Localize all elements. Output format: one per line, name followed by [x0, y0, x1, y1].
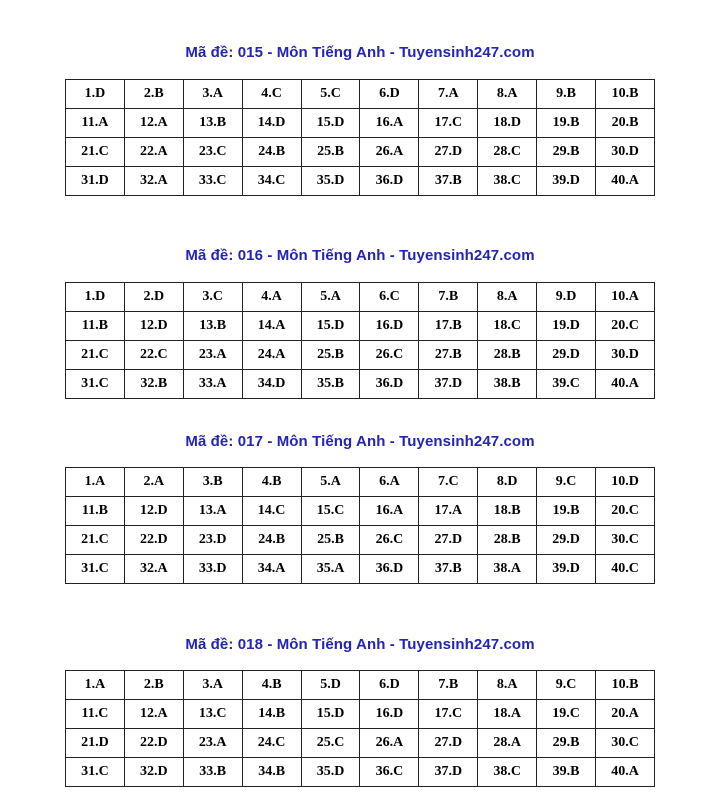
answer-cell: 30.C: [596, 526, 655, 555]
answer-cell: 19.B: [537, 109, 596, 138]
answer-row: [66, 526, 655, 555]
answer-row: [66, 497, 655, 526]
answer-row: [66, 758, 655, 787]
answer-cell: 1.A: [66, 468, 125, 497]
answer-cell: 32.D: [124, 758, 183, 787]
answer-cell: 2.B: [124, 671, 183, 700]
answer-cell: 1.D: [66, 80, 125, 109]
answer-cell: 38.A: [478, 555, 537, 584]
answer-cell: 9.C: [537, 671, 596, 700]
answer-row: [66, 729, 655, 758]
answer-cell: 37.B: [419, 555, 478, 584]
answer-cell: 33.B: [183, 758, 242, 787]
answer-cell: 25.B: [301, 341, 360, 370]
answer-cell: 18.B: [478, 497, 537, 526]
answer-row: [66, 80, 655, 109]
answer-cell: 17.C: [419, 700, 478, 729]
answer-cell: 6.D: [360, 80, 419, 109]
answer-cell: 31.D: [66, 167, 125, 196]
answer-cell: 25.B: [301, 138, 360, 167]
answer-cell: 3.A: [183, 671, 242, 700]
answer-cell: 32.A: [124, 167, 183, 196]
answer-cell: 2.B: [124, 80, 183, 109]
answer-row: [66, 370, 655, 399]
answer-cell: 26.C: [360, 341, 419, 370]
answer-cell: 28.B: [478, 526, 537, 555]
answer-cell: 19.C: [537, 700, 596, 729]
answer-cell: 26.C: [360, 526, 419, 555]
answer-cell: 40.A: [596, 167, 655, 196]
answer-cell: 39.D: [537, 167, 596, 196]
answer-row: [66, 138, 655, 167]
answer-cell: 3.C: [183, 283, 242, 312]
answer-cell: 18.C: [478, 312, 537, 341]
answer-cell: 33.D: [183, 555, 242, 584]
answer-cell: 31.C: [66, 555, 125, 584]
answer-cell: 18.D: [478, 109, 537, 138]
answer-cell: 27.D: [419, 729, 478, 758]
answer-cell: 17.B: [419, 312, 478, 341]
answer-cell: 27.B: [419, 341, 478, 370]
answer-cell: 39.B: [537, 758, 596, 787]
answer-cell: 28.C: [478, 138, 537, 167]
answer-cell: 12.D: [124, 312, 183, 341]
answer-cell: 33.C: [183, 167, 242, 196]
answer-cell: 1.A: [66, 671, 125, 700]
answer-cell: 13.B: [183, 109, 242, 138]
answer-row: [66, 700, 655, 729]
answer-cell: 8.D: [478, 468, 537, 497]
answer-cell: 37.D: [419, 370, 478, 399]
answer-cell: 11.B: [66, 312, 125, 341]
answer-cell: 20.C: [596, 312, 655, 341]
answer-cell: 5.D: [301, 671, 360, 700]
answer-cell: 29.D: [537, 341, 596, 370]
answer-cell: 20.B: [596, 109, 655, 138]
answer-cell: 30.D: [596, 341, 655, 370]
answer-cell: 7.A: [419, 80, 478, 109]
answer-cell: 38.C: [478, 758, 537, 787]
answer-cell: 7.B: [419, 283, 478, 312]
answer-cell: 3.A: [183, 80, 242, 109]
answer-cell: 23.C: [183, 138, 242, 167]
answer-cell: 28.A: [478, 729, 537, 758]
answer-cell: 5.A: [301, 468, 360, 497]
answer-cell: 38.B: [478, 370, 537, 399]
answer-cell: 5.A: [301, 283, 360, 312]
answer-row: [66, 341, 655, 370]
answer-cell: 13.C: [183, 700, 242, 729]
answer-cell: 4.B: [242, 468, 301, 497]
answer-cell: 8.A: [478, 80, 537, 109]
answer-cell: 17.A: [419, 497, 478, 526]
answer-cell: 22.A: [124, 138, 183, 167]
answer-cell: 1.D: [66, 283, 125, 312]
answer-cell: 31.C: [66, 370, 125, 399]
answer-cell: 29.B: [537, 138, 596, 167]
answer-cell: 11.A: [66, 109, 125, 138]
answer-cell: 35.D: [301, 167, 360, 196]
answer-cell: 33.A: [183, 370, 242, 399]
answer-cell: 4.C: [242, 80, 301, 109]
answer-cell: 24.A: [242, 341, 301, 370]
answer-cell: 21.C: [66, 526, 125, 555]
answer-row: [66, 283, 655, 312]
answer-cell: 26.A: [360, 729, 419, 758]
answer-cell: 22.D: [124, 729, 183, 758]
answer-cell: 13.A: [183, 497, 242, 526]
answer-cell: 16.D: [360, 312, 419, 341]
answer-row: [66, 109, 655, 138]
answer-cell: 21.C: [66, 341, 125, 370]
answer-cell: 19.D: [537, 312, 596, 341]
answer-cell: 30.C: [596, 729, 655, 758]
answer-cell: 34.B: [242, 758, 301, 787]
answer-cell: 21.C: [66, 138, 125, 167]
answer-cell: 17.C: [419, 109, 478, 138]
answer-cell: 19.B: [537, 497, 596, 526]
answer-cell: 24.C: [242, 729, 301, 758]
answer-cell: 11.C: [66, 700, 125, 729]
answer-cell: 12.A: [124, 700, 183, 729]
answer-cell: 14.D: [242, 109, 301, 138]
answer-cell: 29.B: [537, 729, 596, 758]
answer-cell: 35.B: [301, 370, 360, 399]
answer-table-016: [65, 282, 655, 399]
answer-cell: 37.D: [419, 758, 478, 787]
answer-cell: 10.D: [596, 468, 655, 497]
answer-cell: 14.C: [242, 497, 301, 526]
answer-cell: 24.B: [242, 526, 301, 555]
answer-cell: 39.D: [537, 555, 596, 584]
answer-cell: 34.D: [242, 370, 301, 399]
answer-cell: 30.D: [596, 138, 655, 167]
answer-cell: 6.A: [360, 468, 419, 497]
answer-cell: 14.A: [242, 312, 301, 341]
answer-cell: 7.C: [419, 468, 478, 497]
answer-cell: 18.A: [478, 700, 537, 729]
answer-row: [66, 555, 655, 584]
answer-cell: 26.A: [360, 138, 419, 167]
answer-cell: 20.C: [596, 497, 655, 526]
answer-cell: 4.A: [242, 283, 301, 312]
answer-cell: 4.B: [242, 671, 301, 700]
answer-cell: 27.D: [419, 526, 478, 555]
answer-cell: 35.D: [301, 758, 360, 787]
answer-cell: 23.A: [183, 341, 242, 370]
answer-cell: 10.B: [596, 80, 655, 109]
answer-cell: 40.C: [596, 555, 655, 584]
answer-cell: 9.B: [537, 80, 596, 109]
answer-cell: 27.D: [419, 138, 478, 167]
section-title-016: Mã đề: 016 - Môn Tiếng Anh - Tuyensinh247.com: [185, 247, 535, 264]
answer-cell: 3.B: [183, 468, 242, 497]
answer-cell: 35.A: [301, 555, 360, 584]
answer-cell: 12.D: [124, 497, 183, 526]
section-title-018: Mã đề: 018 - Môn Tiếng Anh - Tuyensinh247.com: [185, 636, 535, 653]
answer-cell: 36.D: [360, 555, 419, 584]
answer-cell: 34.C: [242, 167, 301, 196]
answer-cell: 28.B: [478, 341, 537, 370]
answer-cell: 36.D: [360, 370, 419, 399]
answer-cell: 36.D: [360, 167, 419, 196]
section-title-015: Mã đề: 015 - Môn Tiếng Anh - Tuyensinh247.com: [185, 44, 535, 61]
answer-cell: 11.B: [66, 497, 125, 526]
answer-cell: 39.C: [537, 370, 596, 399]
answer-cell: 6.C: [360, 283, 419, 312]
answer-row: [66, 312, 655, 341]
answer-cell: 37.B: [419, 167, 478, 196]
answer-cell: 22.C: [124, 341, 183, 370]
answer-cell: 7.B: [419, 671, 478, 700]
answer-cell: 15.D: [301, 700, 360, 729]
answer-cell: 21.D: [66, 729, 125, 758]
answer-cell: 25.C: [301, 729, 360, 758]
answer-cell: 9.D: [537, 283, 596, 312]
answer-cell: 23.A: [183, 729, 242, 758]
answer-cell: 15.D: [301, 312, 360, 341]
answer-cell: 5.C: [301, 80, 360, 109]
answer-cell: 6.D: [360, 671, 419, 700]
answer-cell: 40.A: [596, 758, 655, 787]
answer-cell: 40.A: [596, 370, 655, 399]
answer-cell: 2.A: [124, 468, 183, 497]
answer-cell: 20.A: [596, 700, 655, 729]
answer-cell: 38.C: [478, 167, 537, 196]
answer-cell: 10.B: [596, 671, 655, 700]
answer-cell: 10.A: [596, 283, 655, 312]
answer-cell: 24.B: [242, 138, 301, 167]
answer-cell: 8.A: [478, 671, 537, 700]
answer-cell: 32.B: [124, 370, 183, 399]
answer-row: [66, 167, 655, 196]
answer-cell: 2.D: [124, 283, 183, 312]
answer-cell: 29.D: [537, 526, 596, 555]
answer-cell: 16.D: [360, 700, 419, 729]
answer-cell: 32.A: [124, 555, 183, 584]
answer-cell: 8.A: [478, 283, 537, 312]
answer-cell: 9.C: [537, 468, 596, 497]
answer-cell: 36.C: [360, 758, 419, 787]
answer-cell: 12.A: [124, 109, 183, 138]
answer-cell: 13.B: [183, 312, 242, 341]
answer-row: [66, 671, 655, 700]
answer-cell: 15.D: [301, 109, 360, 138]
answer-table-018: [65, 670, 655, 787]
answer-cell: 23.D: [183, 526, 242, 555]
answer-table-017: [65, 467, 655, 584]
answer-table-015: [65, 79, 655, 196]
answer-cell: 25.B: [301, 526, 360, 555]
answer-cell: 16.A: [360, 497, 419, 526]
answer-cell: 34.A: [242, 555, 301, 584]
section-title-017: Mã đề: 017 - Môn Tiếng Anh - Tuyensinh247.com: [185, 433, 535, 450]
answer-cell: 31.C: [66, 758, 125, 787]
answer-row: [66, 468, 655, 497]
answer-cell: 22.D: [124, 526, 183, 555]
answer-cell: 15.C: [301, 497, 360, 526]
answer-cell: 16.A: [360, 109, 419, 138]
answer-cell: 14.B: [242, 700, 301, 729]
